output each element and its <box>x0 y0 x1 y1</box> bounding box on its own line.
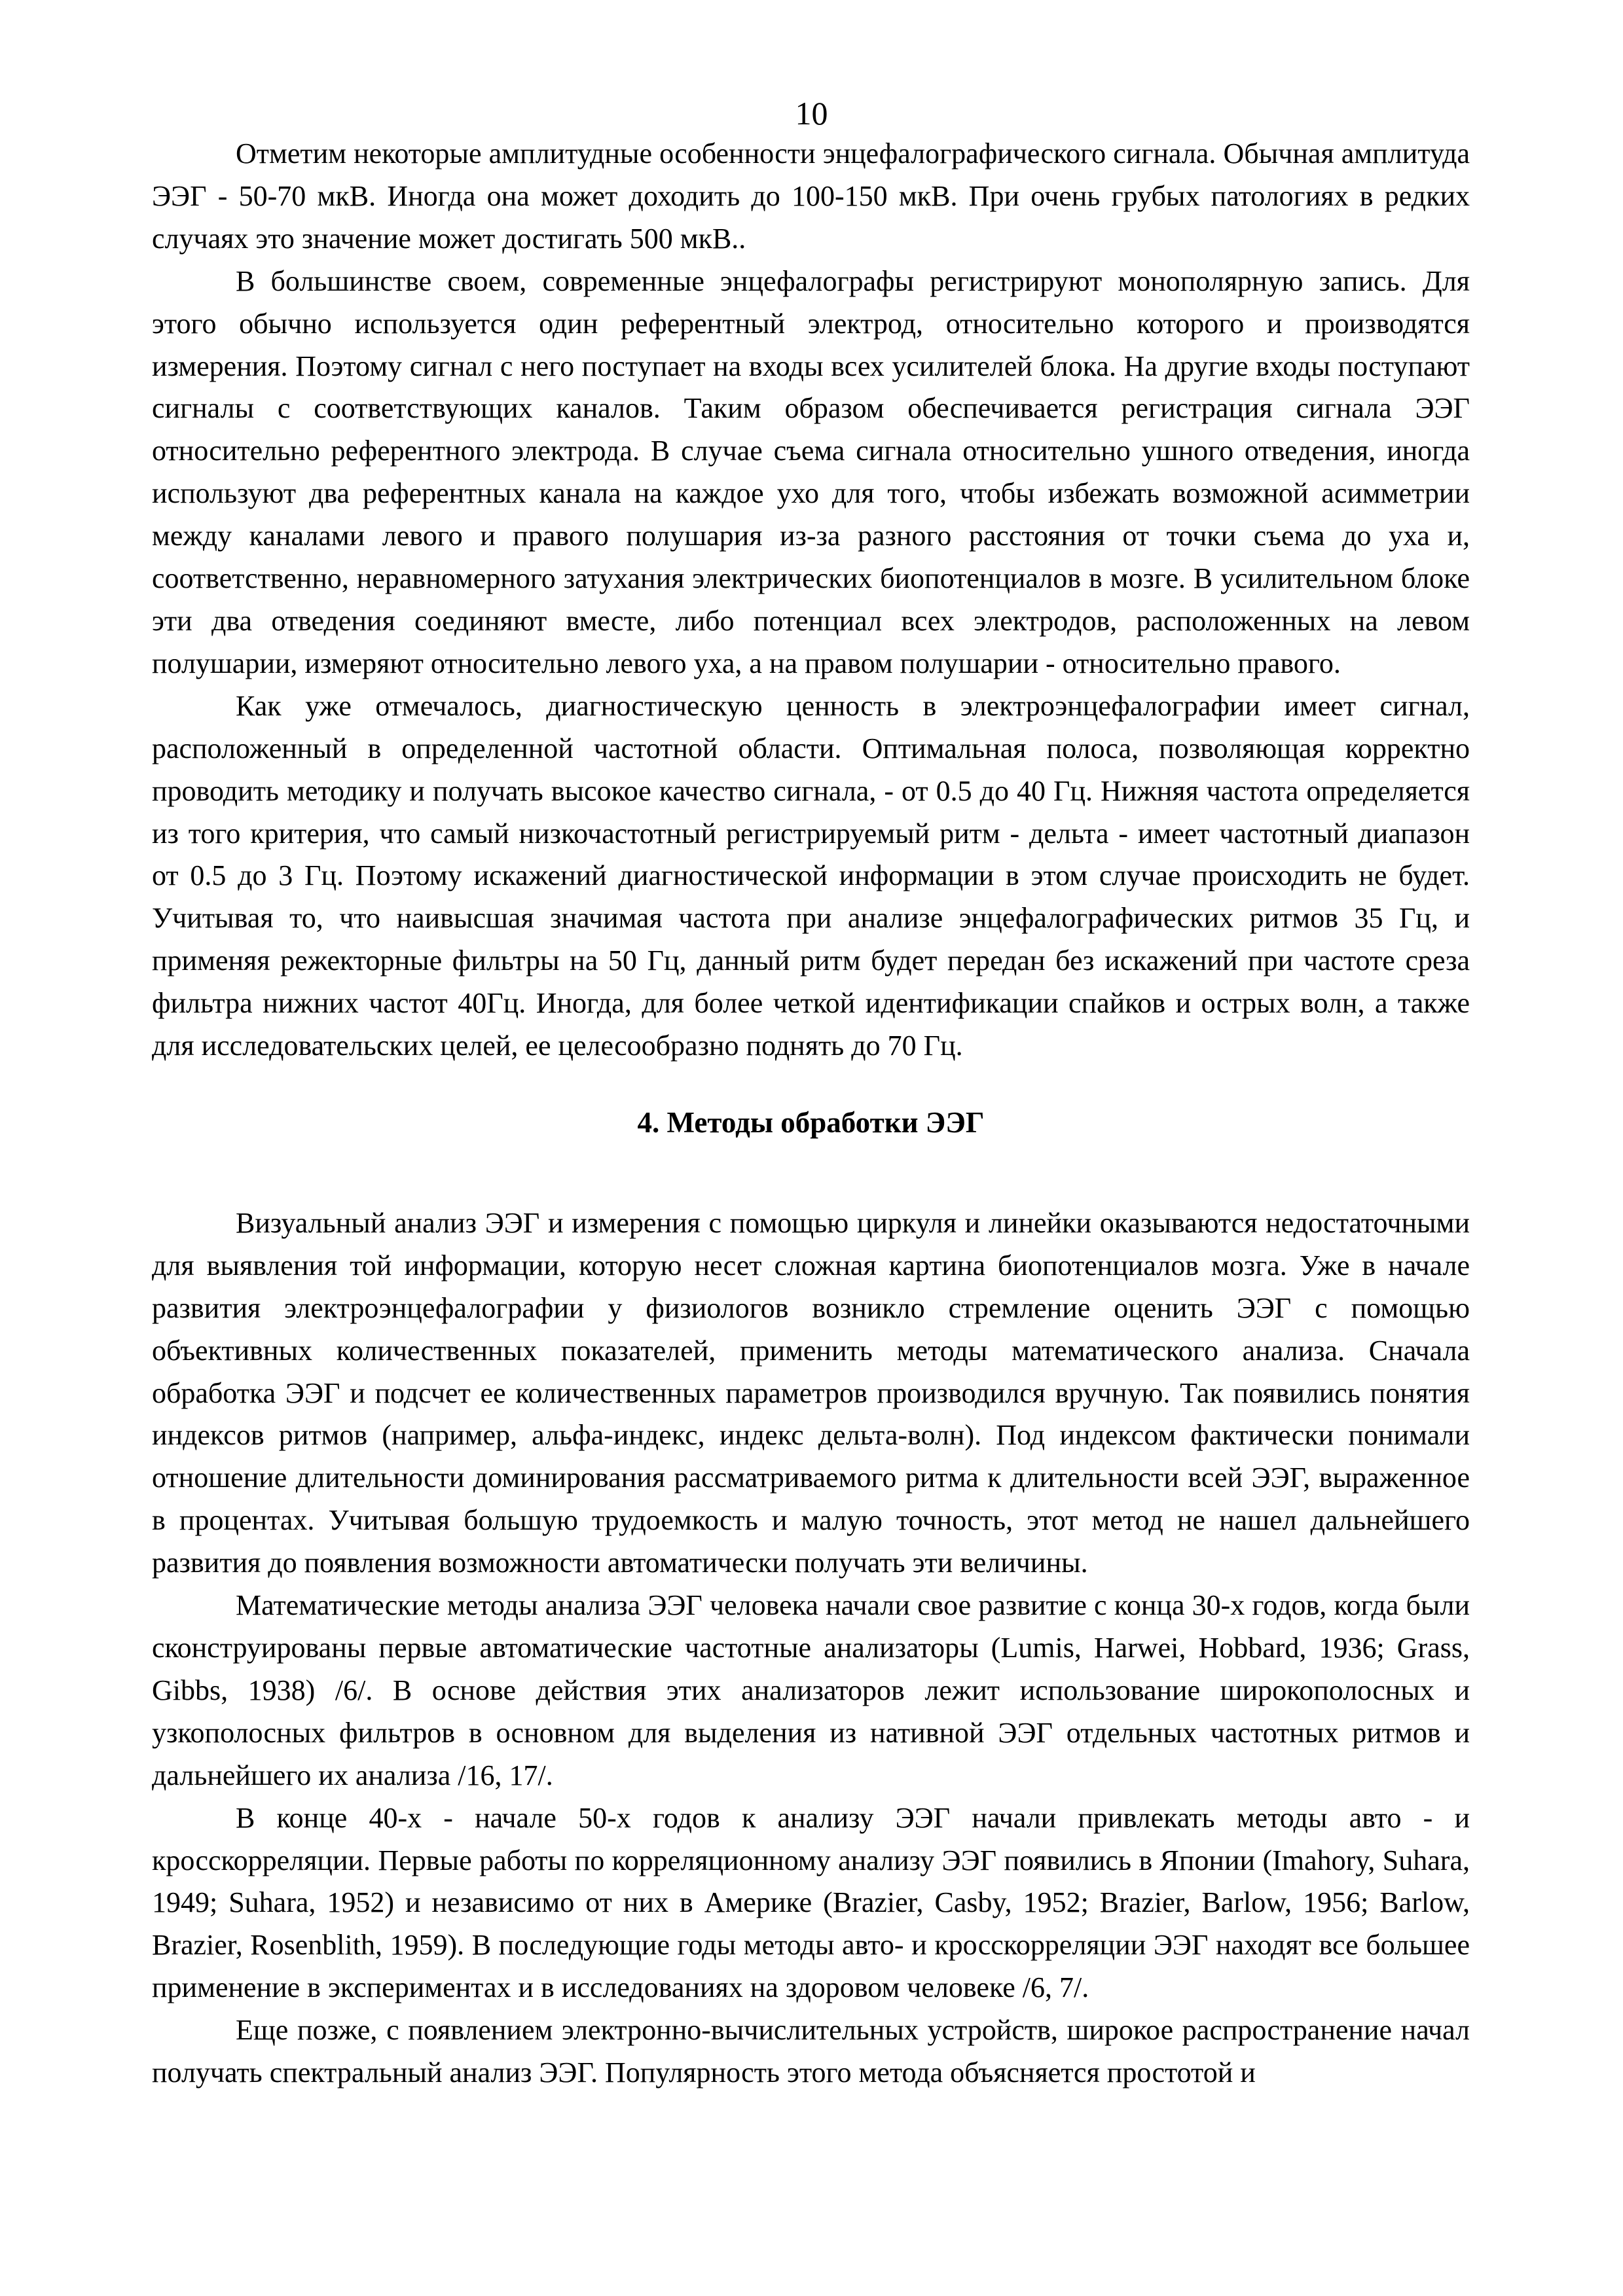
paragraph-amplitude: Отметим некоторые амплитудные особенности энцефалографического сигнала. Обычная амплитуда ЭЭГ - 50-70 мкВ. Иногда она может доходить до 100-150 мкВ. При очень грубых патологиях в редких случаях это значение может достигать 500 мкВ.. <box>152 137 1470 255</box>
paragraph-math-methods: Математические методы анализа ЭЭГ человека начали свое развитие с конца 30-х годов, когда были сконструированы первые автоматические частотные анализаторы (Lumis, Harwei, Hobbard, 1936; Grass, Gibbs, 1938) /6/. В основе действия этих анализаторов лежит использование широкополосных и узкополосных фильтров в основном для выделения из нативной ЭЭГ отдельных частотных ритмов и дальнейшего их анализа /16, 17/. <box>152 1589 1470 1791</box>
section-heading: 4. Методы обработки ЭЭГ <box>637 1105 985 1139</box>
page-number: 10 <box>795 95 828 132</box>
page-content <box>152 133 1470 2094</box>
paragraph-frequency-band: Как уже отмечалось, диагностическую ценность в электроэнцефалографии имеет сигнал, расположенный в определенной частотной области. Оптимальная полоса, позволяющая корректно проводить методику и получать высокое качество сигнала, - от 0.5 до 40 Гц. Нижняя частота определяется из того критерия, что самый низкочастотный регистрируемый ритм - дельта - имеет частотный диапазон от 0.5 до 3 Гц. Поэтому искажений диагностической информации в этом случае происходить не будет. Учитывая то, что наивысшая значимая частота при анализе энцефалографических ритмов 35 Гц, и применяя режекторные фильтры на 50 Гц, данный ритм будет передан без искажений при частоте среза фильтра нижних частот 40Гц. Иногда, для более четкой идентификации спайков и острых волн, а также для исследовательских целей, ее целесообразно поднять до 70 Гц. <box>152 689 1470 1062</box>
paragraph-spectral-analysis: Еще позже, с появлением электронно-вычислительных устройств, широкое распространение начал получать спектральный анализ ЭЭГ. Популярность этого метода объясняется простотой и <box>152 2014 1470 2089</box>
paragraph-monopolar-recording: В большинстве своем, современные энцефалографы регистрируют монополярную запись. Для этого обычно используется один референтный электрод, относительно которого и производятся измерения. Поэтому сигнал с него поступает на входы всех усилителей блока. На другие входы поступают сигналы с соответствующих каналов. Таким образом обеспечивается регистрация сигнала ЭЭГ относительно референтного электрода. В случае съема сигнала относительно ушного отведения, иногда используют два референтных канала на каждое ухо для того, чтобы избежать возможной асимметрии между каналами левого и правого полушария из-за разного расстояния от точки съема до уха и, соответственно, неравномерного затухания электрических биопотенциалов в мозге. В усилительном блоке эти два отведения соединяют вместе, либо потенциал всех электродов, расположенных на левом полушарии, измеряют относительно левого уха, а на правом полушарии - относительно правого. <box>152 264 1470 679</box>
paragraph-visual-analysis: Визуальный анализ ЭЭГ и измерения с помощью циркуля и линейки оказываются недостаточными для выявления той информации, которую несет сложная картина биопотенциалов мозга. Уже в начале развития электроэнцефалографии у физиологов возникло стремление оценить ЭЭГ с помощью объективных количественных показателей, применить методы математического анализа. Сначала обработка ЭЭГ и подсчет ее количественных параметров производился вручную. Так появились понятия индексов ритмов (например, альфа-индекс, индекс дельта-волн). Под индексом фактически понимали отношение длительности доминирования рассматриваемого ритма к длительности всей ЭЭГ, выраженное в процентах. Учитывая большую трудоемкость и малую точность, этот метод не нашел дальнейшего развития до появления возможности автоматически получать эти величины. <box>152 1206 1470 1579</box>
paragraph-correlation: В конце 40-х - начале 50-х годов к анализу ЭЭГ начали привлекать методы авто - и кросскорреляции. Первые работы по корреляционному анализу ЭЭГ появились в Японии (Imahory, Suhara, 1949; Suhara, 1952) и независимо от них в Америке (Brazier, Casby, 1952; Brazier, Barlow, 1956; Barlow, Brazier, Rosenblith, 1959). В последующие годы методы авто- и кросскорреляции ЭЭГ находят все большее применение в экспериментах и в исследованиях на здоровом человеке /6, 7/. <box>152 1801 1470 2004</box>
